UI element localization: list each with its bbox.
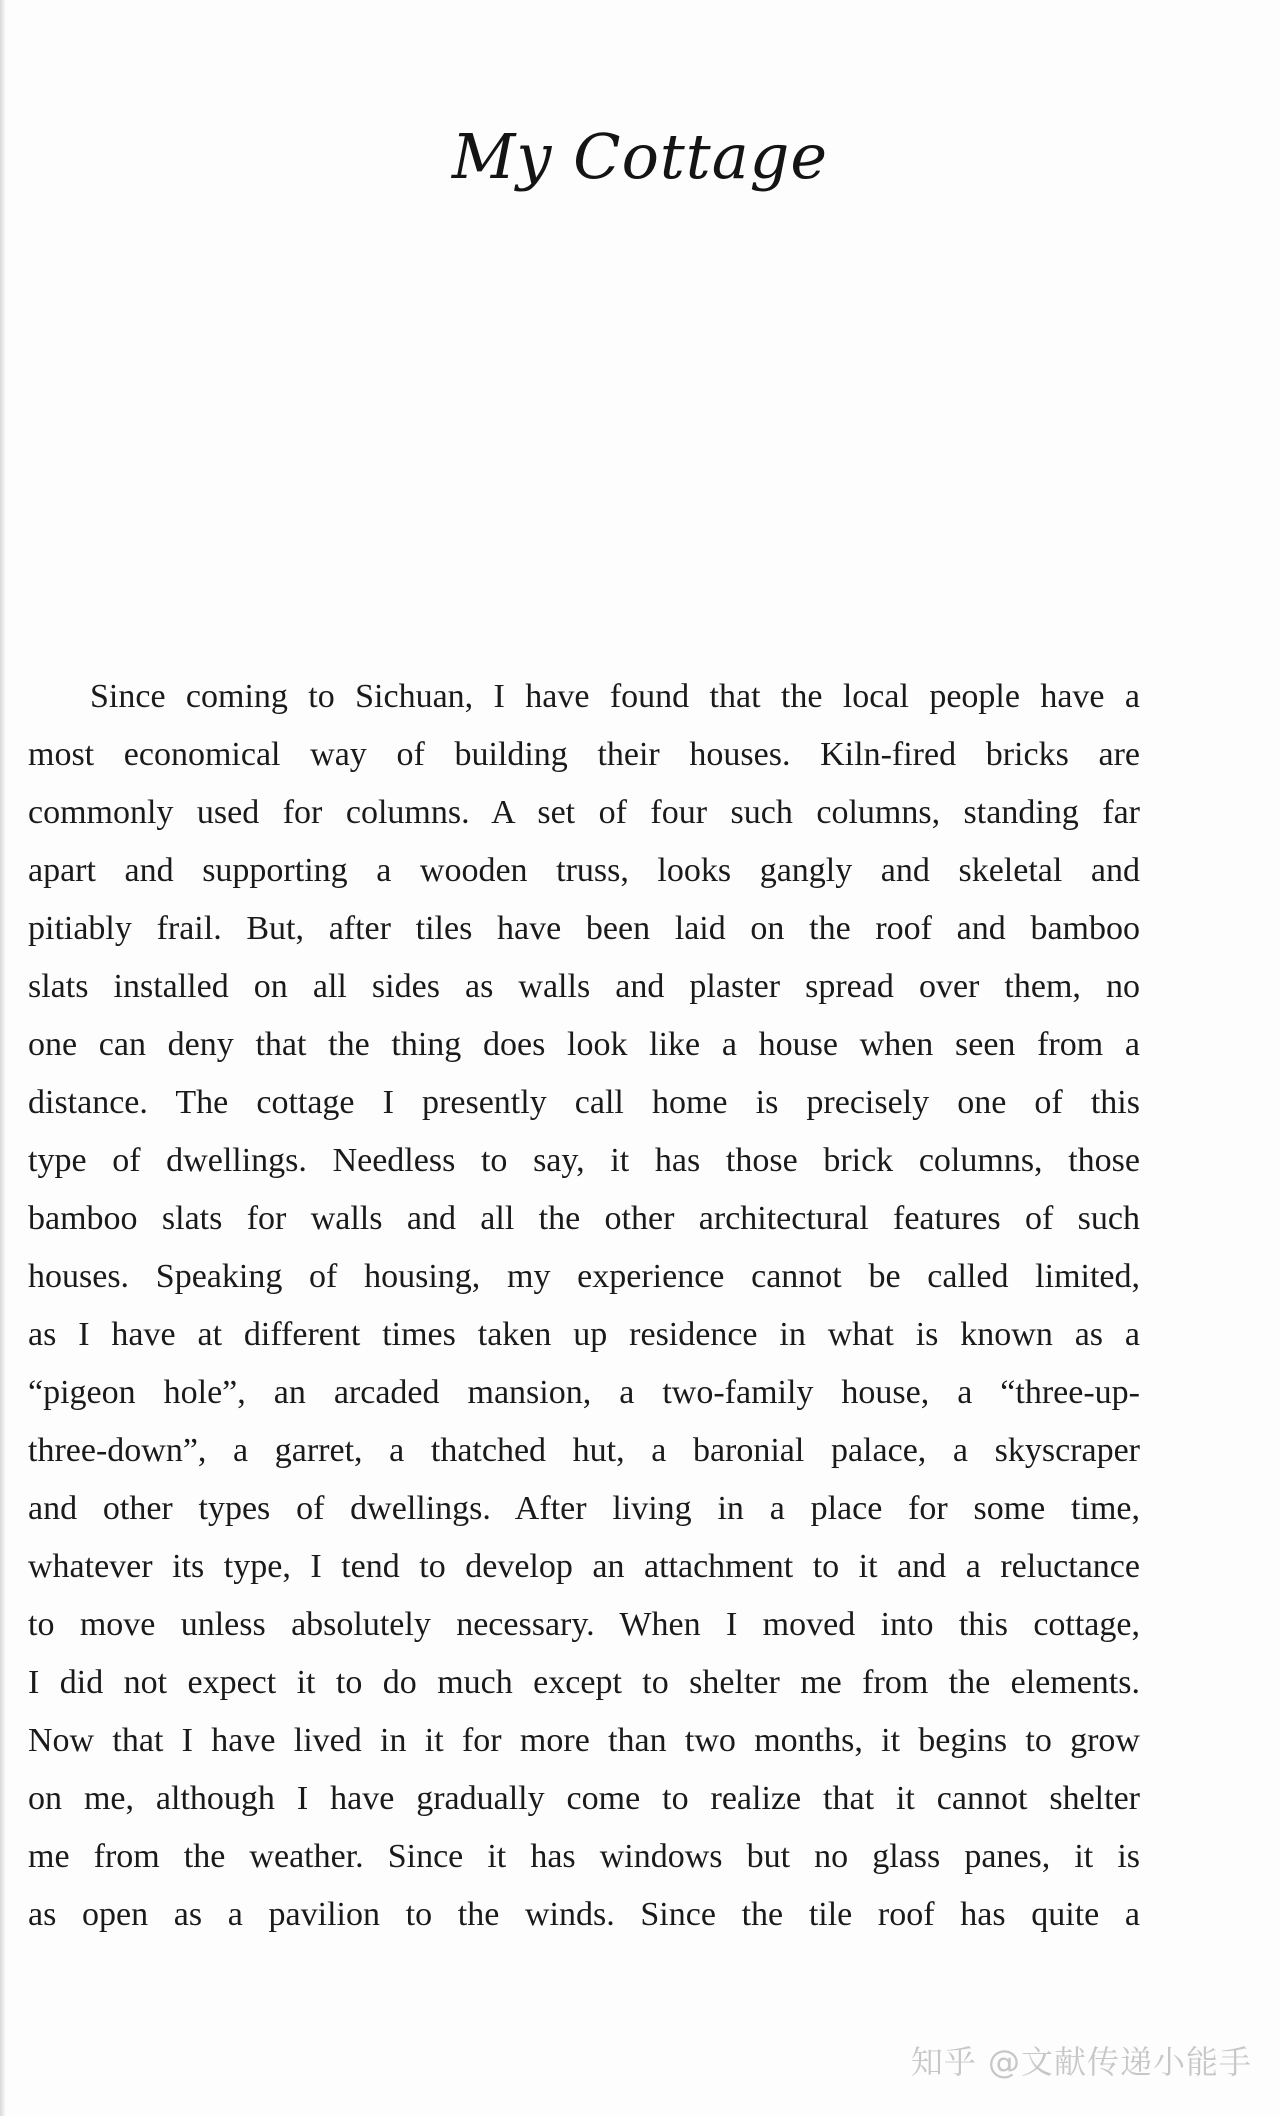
text-line: on me, although I have gradually come to realize that it cannot shelter <box>28 1780 1140 1817</box>
text-line: to move unless absolutely necessary. When I moved into this cottage, <box>28 1606 1140 1643</box>
text-line: Now that I have lived in it for more than two months, it begins to grow <box>28 1722 1140 1759</box>
text-line: whatever its type, I tend to develop an attachment to it and a reluctance <box>28 1548 1140 1585</box>
body-paragraph <box>28 668 1140 1944</box>
text-line: as I have at different times taken up residence in what is known as a <box>28 1316 1140 1353</box>
text-line: houses. Speaking of housing, my experience cannot be called limited, <box>28 1258 1140 1295</box>
text-line: apart and supporting a wooden truss, looks gangly and skeletal and <box>28 852 1140 889</box>
text-line: most economical way of building their houses. Kiln-fired bricks are <box>28 736 1140 773</box>
text-line: as open as a pavilion to the winds. Since the tile roof has quite a <box>28 1896 1140 1933</box>
text-line: three-down”, a garret, a thatched hut, a baronial palace, a skyscraper <box>28 1432 1140 1469</box>
watermark: 知乎 @文献传递小能手 <box>910 2043 1252 2081</box>
page-edge-shadow <box>0 0 6 2116</box>
text-line: “pigeon hole”, an arcaded mansion, a two-family house, a “three-up- <box>28 1374 1140 1411</box>
text-line: pitiably frail. But, after tiles have been laid on the roof and bamboo <box>28 910 1140 947</box>
text-line: I did not expect it to do much except to shelter me from the elements. <box>28 1664 1140 1701</box>
chapter-title: My Cottage <box>451 120 829 193</box>
text-line: one can deny that the thing does look like a house when seen from a <box>28 1026 1140 1063</box>
text-line: slats installed on all sides as walls and plaster spread over them, no <box>28 968 1140 1005</box>
text-line: and other types of dwellings. After living in a place for some time, <box>28 1490 1140 1527</box>
text-line: bamboo slats for walls and all the other architectural features of such <box>28 1200 1140 1237</box>
text-line: commonly used for columns. A set of four such columns, standing far <box>28 794 1140 831</box>
text-line: me from the weather. Since it has windows but no glass panes, it is <box>28 1838 1140 1875</box>
text-line: type of dwellings. Needless to say, it has those brick columns, those <box>28 1142 1140 1179</box>
text-line: distance. The cottage I presently call home is precisely one of this <box>28 1084 1140 1121</box>
text-line: Since coming to Sichuan, I have found that the local people have a <box>90 678 1140 715</box>
